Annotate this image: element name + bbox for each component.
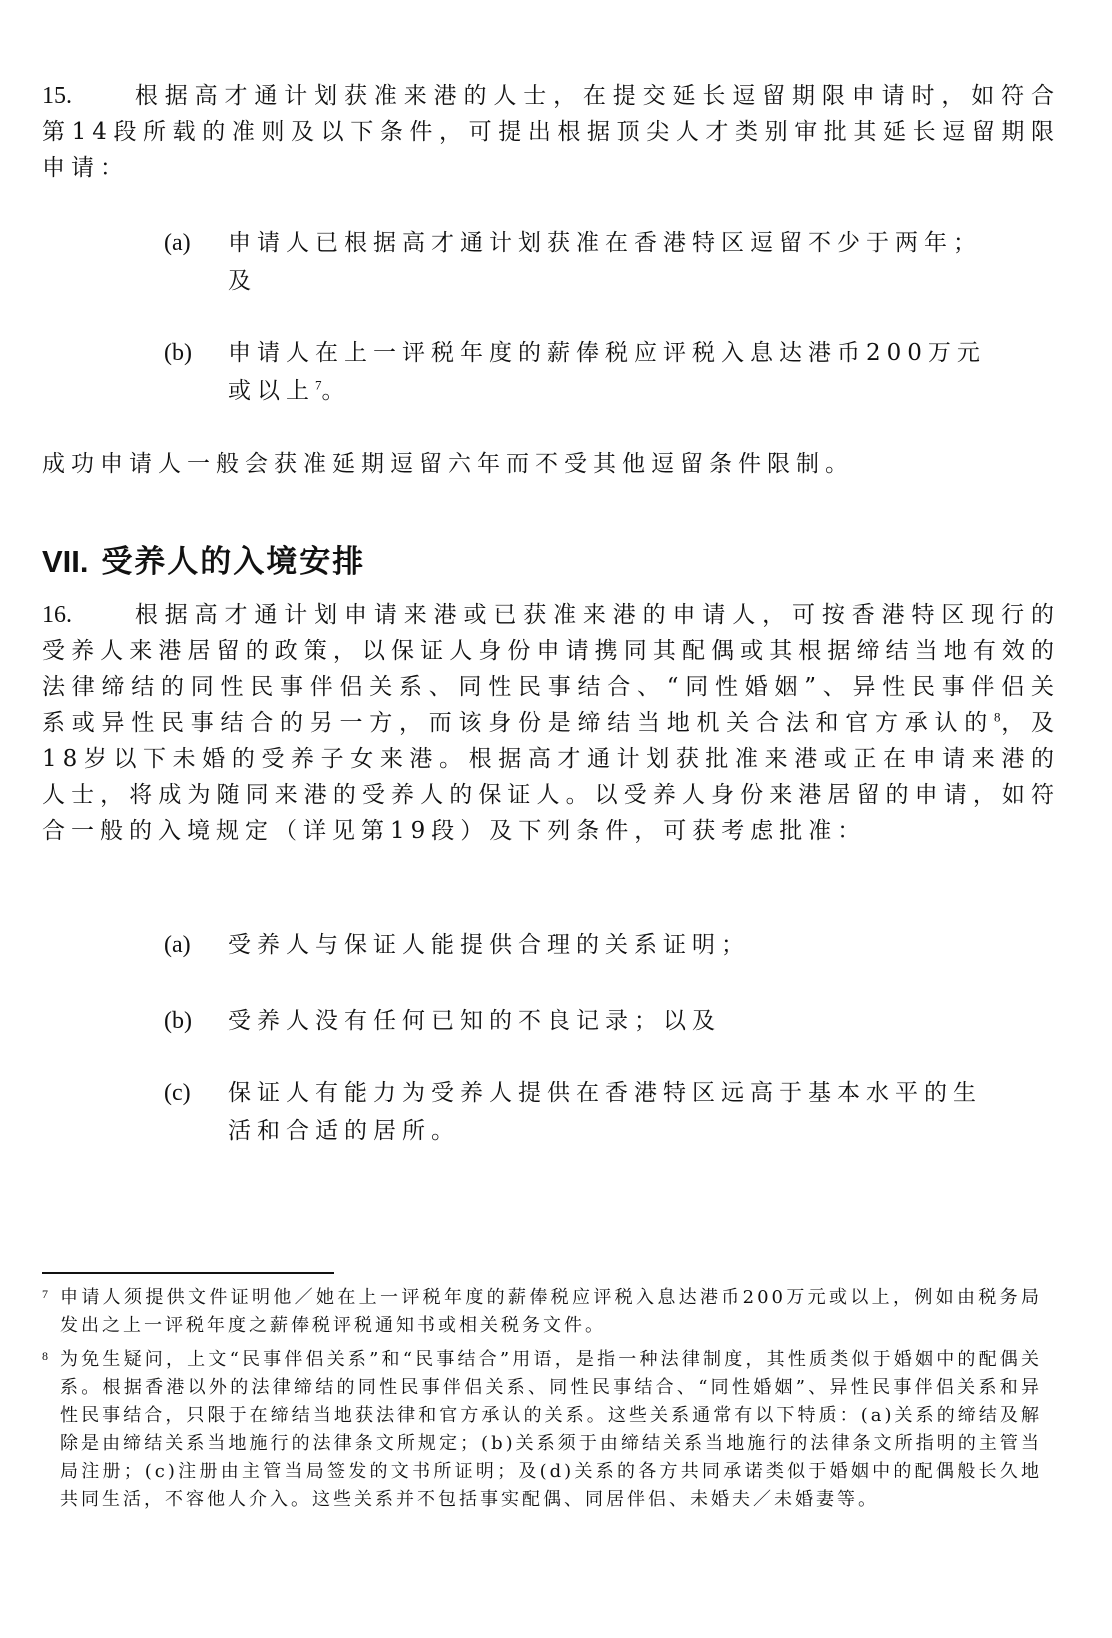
list-item-label: (a): [164, 230, 191, 256]
list-item-text: 保证人有能力为受养人提供在香港特区远高于基本水平的生活和合适的居所。: [228, 1080, 982, 1144]
footnote-number: 8: [42, 1349, 48, 1363]
paragraph-15-conclusion: 成功申请人一般会获准延期逗留六年而不受其他逗留条件限制。: [42, 451, 854, 477]
list-item: [164, 926, 1004, 964]
list-item-label: (b): [164, 340, 192, 366]
list-item-label: (b): [164, 1008, 192, 1034]
section-title: 受养人的入境安排: [101, 544, 366, 580]
list-item-label: (c): [164, 1080, 191, 1106]
footnote-8: [42, 1346, 1042, 1514]
list-item: [164, 224, 1004, 300]
list-item-tail: 。: [321, 378, 351, 404]
section-heading: [42, 542, 365, 582]
paragraph-16: [42, 597, 1060, 849]
footnote-reference[interactable]: 7: [315, 377, 322, 393]
list-item: [164, 334, 1004, 410]
footnote-text: 申请人须提供文件证明他／她在上一评税年度的薪俸税应评税入息达港币200万元或以上，例如由税务局发出之上一评税年度之薪俸税评税通知书或相关税务文件。: [60, 1287, 1042, 1336]
footnote-divider: [42, 1272, 334, 1274]
footnote-reference[interactable]: 8: [994, 709, 1001, 725]
list-item-text: 申请人已根据高才通计划获准在香港特区逗留不少于两年；及: [228, 230, 982, 294]
list-item-text: 受养人没有任何已知的不良记录；以及: [228, 1008, 721, 1034]
list-item: [164, 1002, 1004, 1040]
footnote-7: [42, 1284, 1042, 1340]
paragraph-text: 根据高才通计划获准来港的人士，在提交延长逗留期限申请时，如符合第14段所载的准则及以下条件，可提出根据顶尖人才类别审批其延长逗留期限申请：: [42, 83, 1060, 181]
list-item-label: (a): [164, 932, 191, 958]
paragraph-number: 16.: [42, 602, 72, 628]
paragraph-text-part-2: ，及18岁以下未婚的受养子女来港。根据高才通计划获批准来港或正在申请来港的人士，将成为随同来港的受养人的保证人。以受养人身份来港居留的申请，如符合一般的入境规定（详见第19段）及下列条件，可获考虑批准：: [42, 710, 1060, 844]
paragraph-number: 15.: [42, 83, 72, 109]
list-item-body: 申请人在上一评税年度的薪俸税应评税入息达港币200万元或以上: [228, 340, 986, 404]
paragraph-text-part-1: 根据高才通计划申请来港或已获准来港的申请人，可按香港特区现行的受养人来港居留的政策，以保证人身份申请携同其配偶或其根据缔结当地有效的法律缔结的同性民事伴侣关系、同性民事结合、“同性婚姻”、异性民事伴侣关系或异性民事结合的另一方，而该身份是缔结当地机关合法和官方承认的: [42, 602, 1060, 736]
list-item-text: [228, 334, 1004, 410]
footnote-text: 为免生疑问，上文“民事伴侣关系”和“民事结合”用语，是指一种法律制度，其性质类似于婚姻中的配偶关系。根据香港以外的法律缔结的同性民事伴侣关系、同性民事结合、“同性婚姻”、异性民事伴侣关系和异性民事结合，只限于在缔结当地获法律和官方承认的关系。这些关系通常有以下特质：(a)关系的缔结及解除是由缔结关系当地施行的法律条文所规定；(b)关系须于由缔结关系当地施行的法律条文所指明的主管当局注册；(c)注册由主管当局签发的文书所证明；及(d)关系的各方共同承诺类似于婚姻中的配偶般长久地共同生活，不容他人介入。这些关系并不包括事实配偶、同居伴侣、未婚夫／未婚妻等。: [60, 1349, 1042, 1510]
section-number: VII.: [42, 544, 89, 579]
list-item: [164, 1074, 1004, 1150]
paragraph-15: [42, 78, 1060, 186]
footnote-number: 7: [42, 1287, 48, 1301]
list-item-text: 受养人与保证人能提供合理的关系证明；: [228, 932, 750, 958]
